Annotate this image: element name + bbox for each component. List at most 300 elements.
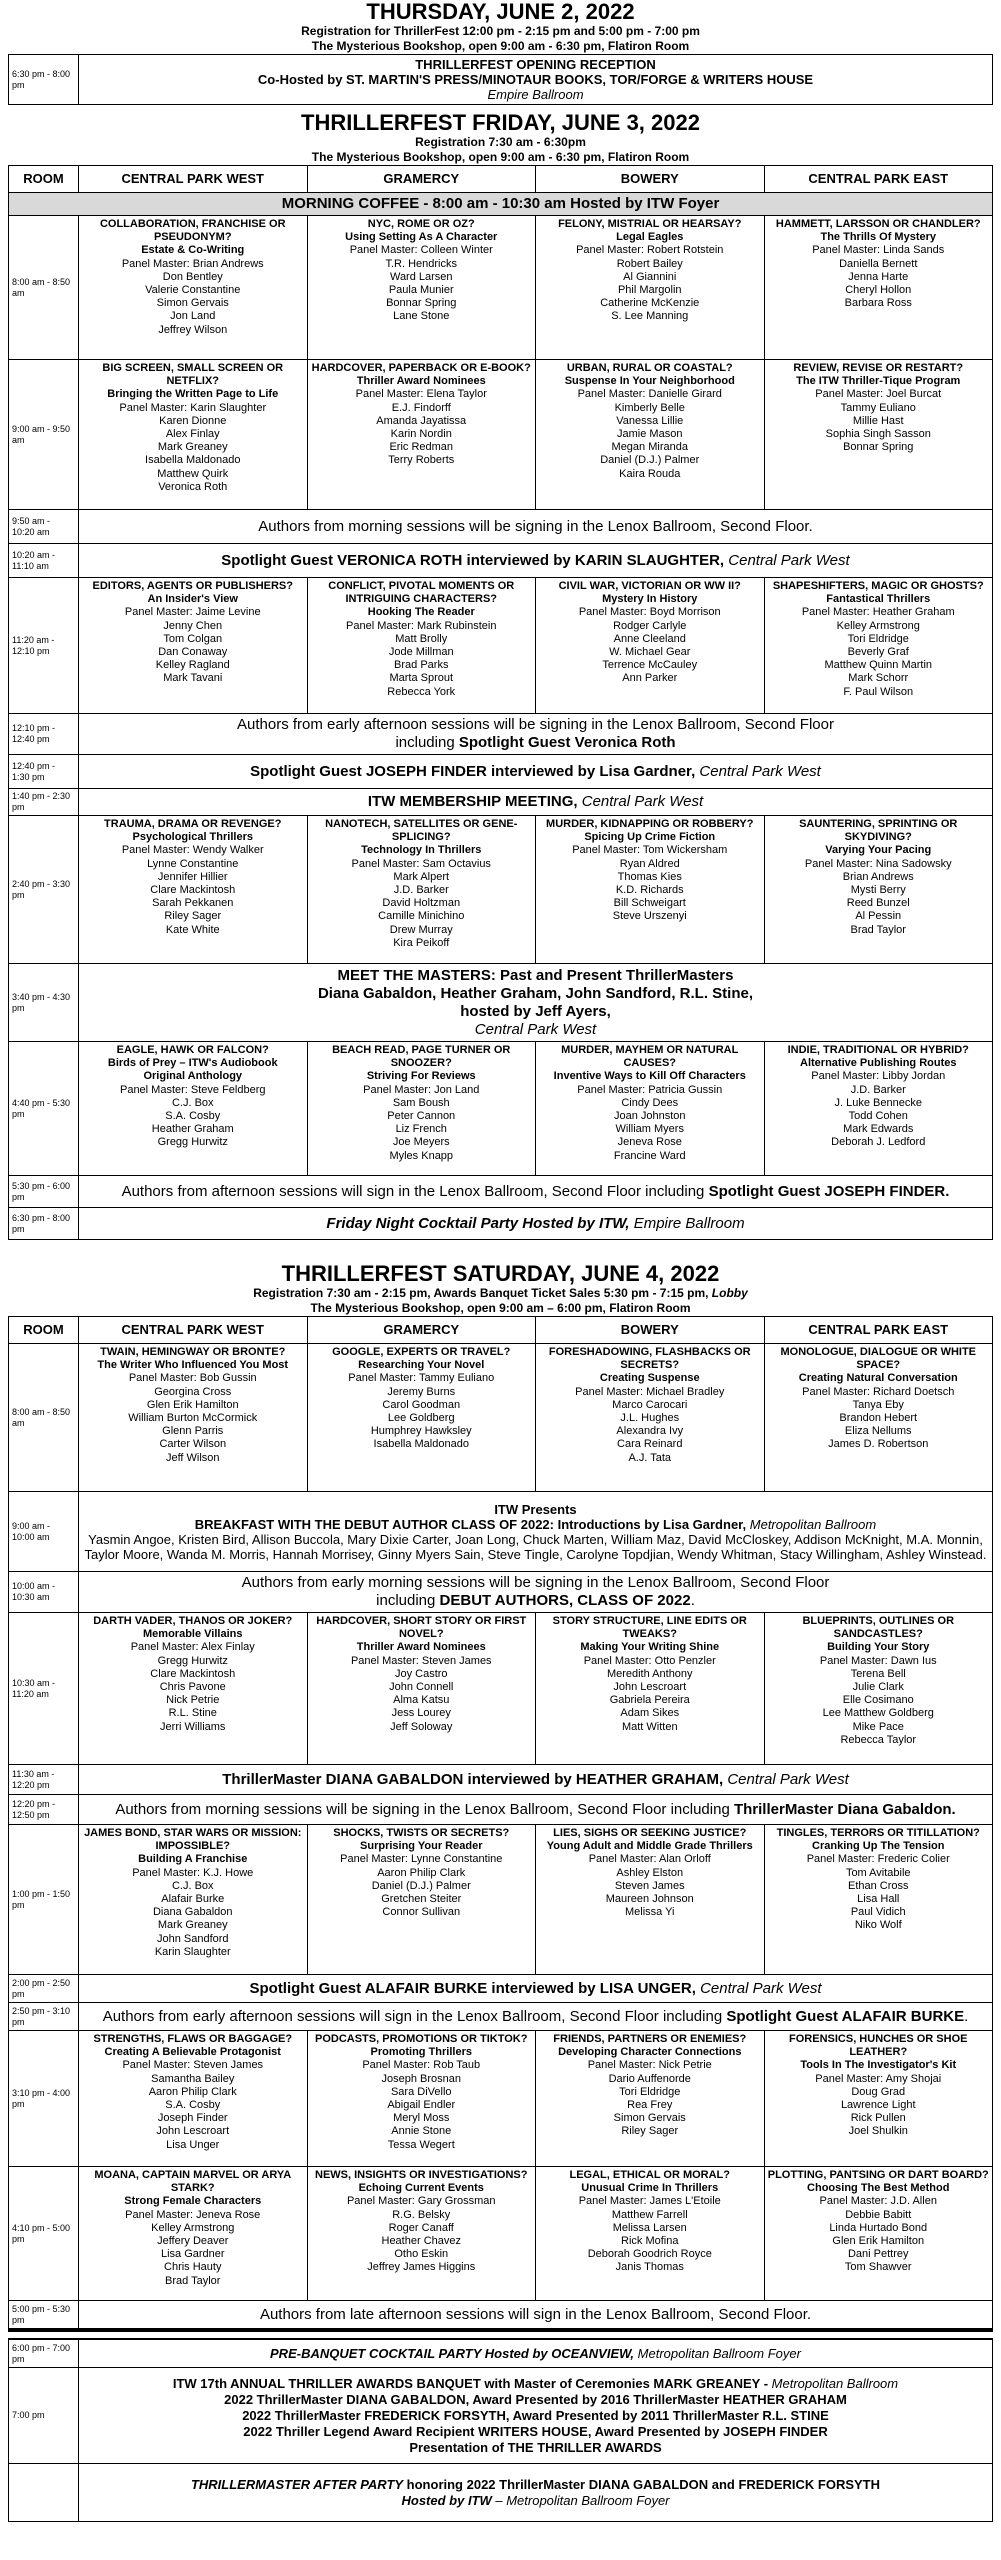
panelist: Peter Cannon	[387, 1110, 456, 1123]
panelist: Samantha Bailey	[151, 2072, 235, 2085]
friday-header	[0, 111, 1001, 165]
registration-room: Lobby	[711, 1286, 748, 1300]
table-row	[9, 1042, 993, 1176]
panelist: Sarah Pekkanen	[152, 897, 234, 910]
banquet-room: Metropolitan Ballroom	[771, 2375, 899, 2391]
panel-subtitle: Original Anthology	[143, 1070, 243, 1083]
panel-subtitle: Echoing Current Events	[358, 2182, 484, 2195]
panelist: Alafair Burke	[161, 1893, 225, 1906]
table-row	[9, 1492, 993, 1572]
panelist: Glen Erik Hamilton	[146, 1398, 239, 1411]
panelist: Matthew Quinn Martin	[824, 659, 933, 672]
panelist: Lane Stone	[393, 310, 450, 323]
masters-line: MEET THE MASTERS: Past and Present ThrillerMasters	[337, 966, 734, 984]
signing-text: Authors from morning sessions will be signing in the Lenox Ballroom, Second Floor including	[115, 1800, 734, 1818]
panelist: Jamie Mason	[617, 428, 683, 441]
panel-master: Panel Master: Tom Wickersham	[572, 844, 728, 857]
signing-cell	[79, 1176, 993, 1208]
panel-cell	[764, 360, 993, 510]
panelist: Beverly Graf	[847, 646, 909, 659]
panel-master: Panel Master: Alex Finlay	[130, 1641, 255, 1654]
panelist: Ryan Aldred	[619, 857, 680, 870]
panel-title: PLOTTING, PANTSING OR DART BOARD?	[767, 2169, 989, 2181]
panelist: Gregg Hurwitz	[157, 1654, 228, 1667]
panel-cell	[79, 1825, 308, 1975]
panel-subtitle: Suspense In Your Neighborhood	[564, 375, 735, 388]
awards-banquet-cell	[79, 2368, 993, 2464]
panel-cell	[307, 816, 536, 964]
panel-master: Panel Master: James L'Etoile	[578, 2195, 721, 2208]
panelist: Sophia Singh Sasson	[825, 428, 931, 441]
panel-title: SHAPESHIFTERS, MAGIC OR GHOSTS?	[772, 580, 984, 592]
panel-cell	[307, 360, 536, 510]
panel-title: FELONY, MISTRIAL OR HEARSAY?	[558, 218, 742, 230]
panelist: Kelley Armstrong	[836, 619, 920, 632]
panelist: Catherine McKenzie	[600, 297, 700, 310]
panelist: Glen Erik Hamilton	[832, 2235, 925, 2248]
panelist: Cindy Dees	[621, 1096, 679, 1109]
panelist: Mark Greaney	[157, 441, 228, 454]
table-row	[9, 2301, 993, 2329]
time-cell: 11:30 am - 12:20 pm	[9, 1765, 79, 1795]
panelist: Steven James	[614, 1879, 685, 1892]
panelist: Daniel (D.J.) Palmer	[600, 454, 700, 467]
panelist: Aaron Philip Clark	[148, 2085, 237, 2098]
panelist: Megan Miranda	[611, 441, 688, 454]
panel-subtitle: Varying Your Pacing	[825, 844, 932, 857]
panel-cell	[536, 1613, 765, 1765]
panelist: Melissa Yi	[624, 1906, 675, 1919]
signing-line	[82, 1592, 989, 1610]
pre-banquet-cell	[79, 2340, 993, 2368]
panelist: David Holtzman	[382, 897, 461, 910]
panelist: Joseph Brosnan	[381, 2072, 461, 2085]
panelist: John Lescroart	[613, 1681, 687, 1694]
panelist: Ethan Cross	[847, 1879, 909, 1892]
panelist: Kaira Rouda	[619, 467, 681, 480]
panel-title: REVIEW, REVISE OR RESTART?	[793, 362, 964, 374]
panelist: Sam Boush	[392, 1096, 450, 1109]
panel-cell	[764, 216, 993, 360]
panelist: Gretchen Steiter	[381, 1893, 462, 1906]
panelist: Karin Slaughter	[154, 1945, 231, 1958]
panelist: Liz French	[395, 1123, 447, 1136]
panelist: Alma Katsu	[393, 1694, 450, 1707]
panel-title: SHOCKS, TWISTS OR SECRETS?	[333, 1827, 510, 1839]
panelist: J.L. Hughes	[620, 1412, 680, 1425]
time-cell: 5:30 pm - 6:00 pm	[9, 1176, 79, 1208]
panelist: Doug Grad	[851, 2085, 906, 2098]
panelist: Cheryl Hollon	[845, 284, 912, 297]
panelist: W. Michael Gear	[609, 646, 691, 659]
panel-subtitle: Strong Female Characters	[124, 2195, 262, 2208]
panelist: Gregg Hurwitz	[157, 1136, 228, 1149]
time-cell: 3:10 pm - 4:00 pm	[9, 2031, 79, 2167]
panel-title: DARTH VADER, THANOS OR JOKER?	[93, 1615, 293, 1627]
panel-master: Panel Master: Richard Doetsch	[802, 1385, 955, 1398]
panelist: Otho Eskin	[394, 2248, 449, 2261]
spotlight-text: Spotlight Guest ALAFAIR BURKE interviewed by LISA UNGER,	[249, 1979, 696, 1997]
panel-cell	[536, 2031, 765, 2167]
time-cell: 9:00 am - 9:50 am	[9, 360, 79, 510]
panelist: Georgina Cross	[154, 1385, 232, 1398]
breakfast-presenter: ITW Presents	[494, 1501, 577, 1517]
panelist: Mysti Berry	[850, 884, 906, 897]
panelist: Al Pessin	[855, 910, 902, 923]
panelist: Meredith Anthony	[606, 1667, 693, 1680]
panel-subtitle: Young Adult and Middle Grade Thrillers	[546, 1840, 753, 1853]
after-party-host: Hosted by ITW	[401, 2492, 492, 2508]
panel-master: Panel Master: Tammy Euliano	[348, 1372, 495, 1385]
panel-title: MURDER, KIDNAPPING OR ROBBERY?	[546, 818, 754, 830]
panelist: Robert Bailey	[616, 257, 683, 270]
panelist: J. Luke Bennecke	[834, 1096, 922, 1109]
panel-title: MONOLOGUE, DIALOGUE OR WHITE SPACE?	[780, 1346, 977, 1372]
panelist: Rebecca Taylor	[840, 1733, 917, 1746]
banquet-line: 2022 ThrillerMaster FREDERICK FORSYTH, Award Presented by 2011 ThrillerMaster R.L. STINE	[242, 2407, 829, 2423]
saturday-header	[0, 1262, 1001, 1316]
table-row	[9, 714, 993, 755]
signing-guest: Spotlight Guest ALAFAIR BURKE	[726, 2007, 965, 2025]
panelist: Reed Bunzel	[846, 897, 910, 910]
panelist: Rick Pullen	[850, 2112, 906, 2125]
panelist: Mark Edwards	[843, 1123, 914, 1136]
signing-suffix: .	[964, 2007, 969, 2025]
panelist: Kelley Ragland	[155, 659, 230, 672]
panel-master: Panel Master: Nina Sadowsky	[804, 857, 952, 870]
panel-subtitle: Making Your Writing Shine	[580, 1641, 720, 1654]
panel-title: COLLABORATION, FRANCHISE OR PSEUDONYM?	[99, 218, 286, 244]
panel-master: Panel Master: Joel Burcat	[815, 388, 942, 401]
panelist: Francine Ward	[613, 1149, 686, 1162]
panelist: J.D. Barker	[850, 1083, 906, 1096]
panelist: Joseph Finder	[157, 2112, 228, 2125]
panelist: Valerie Constantine	[145, 284, 241, 297]
panel-cell	[307, 578, 536, 714]
panelist: Jerri Williams	[160, 1720, 226, 1733]
panelist: Jess Lourey	[391, 1707, 451, 1720]
panelist: Marco Carocari	[612, 1398, 688, 1411]
panel-master: Panel Master: Brian Andrews	[121, 257, 264, 270]
panelist: Todd Cohen	[848, 1110, 908, 1123]
panelist: Lee Goldberg	[387, 1412, 455, 1425]
panel-master: Panel Master: Linda Sands	[812, 244, 945, 257]
panelist: Clare Mackintosh	[150, 884, 236, 897]
panelist: Riley Sager	[164, 910, 222, 923]
panelist: Rebecca York	[387, 685, 456, 698]
table-row	[9, 1208, 993, 1240]
panel-title: INDIE, TRADITIONAL OR HYBRID?	[787, 1044, 969, 1056]
panel-cell	[307, 1825, 536, 1975]
panelist: Tom Avitabile	[845, 1866, 911, 1879]
panel-master: Panel Master: Mark Rubinstein	[346, 619, 497, 632]
panelist: J.D. Barker	[393, 884, 449, 897]
panelist: Humphrey Hawksley	[370, 1425, 472, 1438]
panel-title: JAMES BOND, STAR WARS OR MISSION: IMPOSSIBLE?	[84, 1827, 302, 1853]
panel-subtitle: Surprising Your Reader	[360, 1840, 483, 1853]
panel-master: Panel Master: Sam Octavius	[351, 857, 491, 870]
time-cell: 8:00 am - 8:50 am	[9, 1344, 79, 1492]
panel-cell	[79, 2031, 308, 2167]
panel-title: LEGAL, ETHICAL OR MORAL?	[569, 2169, 730, 2181]
panel-cell	[536, 216, 765, 360]
panelist: Karen Dionne	[159, 414, 227, 427]
friday-title: THRILLERFEST FRIDAY, JUNE 3, 2022	[301, 110, 700, 135]
panelist: Kelley Armstrong	[151, 2221, 235, 2234]
panel-subtitle: Fantastical Thrillers	[826, 593, 931, 606]
opening-reception-cell	[79, 55, 993, 105]
panel-title: FRIENDS, PARTNERS OR ENEMIES?	[553, 2033, 747, 2045]
panelist: Mark Alpert	[393, 870, 450, 883]
table-row	[9, 216, 993, 360]
panel-master: Panel Master: Lynne Constantine	[340, 1853, 503, 1866]
breakfast-title: BREAKFAST WITH THE DEBUT AUTHOR CLASS OF 2022: Introductions by Lisa Gardner,	[194, 1516, 747, 1532]
panel-cell	[307, 1613, 536, 1765]
debut-authors-list: Yasmin Angoe, Kristen Bird, Allison Buccola, Mary Dixie Carter, Joan Long, Chuck Marten, William Maz, David McCloskey, Addison McKnight, M.A. Monnin, Taylor Moore, Wanda M. Morris, Hannah Morrisey, Ginny Myers Sain, Steve Tingle, Carolyne Topdjian, Wendy Whitman, Stacy Willingham, Ashley Winstead.	[84, 1531, 987, 1562]
panel-master: Panel Master: Wendy Walker	[121, 844, 264, 857]
panelist: Eliza Nellums	[844, 1425, 912, 1438]
panel-cell	[536, 360, 765, 510]
panel-subtitle: Hooking The Reader	[367, 606, 475, 619]
panelist: Simon Gervais	[156, 297, 229, 310]
table-row	[9, 2003, 993, 2031]
membership-cell	[79, 789, 993, 816]
panelist: Daniella Bernett	[839, 257, 918, 270]
interview-text: ThrillerMaster DIANA GABALDON interviewed by HEATHER GRAHAM,	[222, 1770, 724, 1788]
panelist: Jeff Wilson	[165, 1451, 220, 1464]
after-party-title: THRILLERMASTER AFTER PARTY	[190, 2476, 404, 2492]
thursday-table	[8, 54, 993, 105]
after-party-room: – Metropolitan Ballroom Foyer	[491, 2492, 670, 2508]
panel-master: Panel Master: Frederic Colier	[806, 1853, 950, 1866]
time-cell: 6:30 pm - 8:00 pm	[9, 1208, 79, 1240]
panelist: F. Paul Wilson	[843, 685, 914, 698]
panel-cell	[764, 1613, 993, 1765]
panelist: John Lescroart	[156, 2125, 230, 2138]
panel-title: CONFLICT, PIVOTAL MOMENTS OR INTRIGUING CHARACTERS?	[328, 580, 515, 606]
panel-title: MURDER, MAYHEM OR NATURAL CAUSES?	[561, 1044, 739, 1070]
panel-subtitle: Spicing Up Crime Fiction	[584, 831, 716, 844]
time-cell: 2:00 pm - 2:50 pm	[9, 1975, 79, 2003]
time-cell: 1:00 pm - 1:50 pm	[9, 1825, 79, 1975]
panelist: Camille Minichino	[378, 910, 465, 923]
panel-subtitle: Thriller Award Nominees	[356, 1641, 486, 1654]
panel-title: EDITORS, AGENTS OR PUBLISHERS?	[92, 580, 293, 592]
table-row	[9, 2368, 993, 2464]
panelist: Jennifer Hillier	[157, 870, 228, 883]
thursday-title: THURSDAY, JUNE 2, 2022	[366, 0, 635, 24]
pre-banquet-room: Metropolitan Ballroom Foyer	[637, 2345, 801, 2361]
table-row	[9, 755, 993, 789]
banquet-line: 2022 ThrillerMaster DIANA GABALDON, Award Presented by 2016 ThrillerMaster HEATHER GRAHAM	[224, 2391, 847, 2407]
signing-guest: ThrillerMaster Diana Gabaldon.	[733, 1800, 956, 1818]
panelist: Tori Eldridge	[619, 2085, 681, 2098]
panelist: Tom Colgan	[163, 632, 223, 645]
panelist: Brian Andrews	[842, 870, 914, 883]
panelist: Daniel (D.J.) Palmer	[371, 1879, 471, 1892]
panelist: Roger Canaff	[388, 2221, 454, 2234]
panelist: Linda Hurtado Bond	[829, 2221, 928, 2234]
signing-line	[82, 734, 989, 752]
panel-title: EAGLE, HAWK OR FALCON?	[116, 1044, 269, 1056]
table-row	[9, 2340, 993, 2368]
panelist: Debbie Babitt	[845, 2208, 912, 2221]
banquet-title: ITW 17th ANNUAL THRILLER AWARDS BANQUET with Master of Ceremonies MARK GREANEY -	[172, 2375, 769, 2391]
panelist: Paul Vidich	[850, 1906, 906, 1919]
panel-title: TINGLES, TERRORS OR TITILLATION?	[776, 1827, 980, 1839]
time-cell	[9, 2464, 79, 2522]
panel-master: Panel Master: Gary Grossman	[346, 2195, 496, 2208]
table-row	[9, 1572, 993, 1613]
signing-suffix: .	[690, 1592, 695, 1609]
panelist: Niko Wolf	[854, 1919, 902, 1932]
panelist: Mark Schorr	[848, 672, 909, 685]
panelist: Chris Hauty	[164, 2261, 222, 2274]
panelist: S. Lee Manning	[611, 310, 689, 323]
panel-cell	[307, 2167, 536, 2301]
panel-title: NEWS, INSIGHTS OR INVESTIGATIONS?	[315, 2169, 528, 2181]
time-cell: 5:00 pm - 5:30 pm	[9, 2301, 79, 2329]
time-cell: 9:00 am - 10:00 am	[9, 1492, 79, 1572]
breakfast-title-line	[82, 1517, 989, 1532]
panel-subtitle: Choosing The Best Method	[807, 2182, 950, 2195]
panel-subtitle: Creating Suspense	[599, 1372, 700, 1385]
table-row	[9, 578, 993, 714]
time-cell: 10:20 am - 11:10 am	[9, 544, 79, 578]
panelist: Aaron Philip Clark	[377, 1866, 466, 1879]
header-row	[9, 1317, 993, 1344]
panel-subtitle: Cranking Up The Tension	[812, 1840, 945, 1853]
panel-title: BLUEPRINTS, OUTLINES OR SANDCASTLES?	[802, 1615, 955, 1641]
debut-breakfast-cell	[79, 1492, 993, 1572]
panel-title: HAMMETT, LARSSON OR CHANDLER?	[775, 218, 981, 230]
friday-table	[8, 165, 993, 1240]
masters-line: hosted by Jeff Ayers,	[460, 1002, 611, 1020]
panel-cell	[79, 216, 308, 360]
panelist: Al Giannini	[623, 270, 677, 283]
panelist: Bonnar Spring	[843, 441, 914, 454]
panel-subtitle: Researching Your Novel	[358, 1359, 485, 1372]
panelist: John Sandford	[156, 1932, 229, 1945]
panel-cell	[79, 578, 308, 714]
panelist: Tessa Wegert	[387, 2138, 455, 2151]
panelist: Terena Bell	[850, 1667, 906, 1680]
time-cell: 1:40 pm - 2:30 pm	[9, 789, 79, 816]
header-row	[9, 166, 993, 193]
panelist: C.J. Box	[171, 1879, 214, 1892]
friday-bookshop: The Mysterious Bookshop, open 9:00 am - 6:30 pm, Flatiron Room	[311, 150, 690, 164]
panelist: Phil Margolin	[617, 284, 682, 297]
table-row	[9, 789, 993, 816]
panel-title: MOANA, CAPTAIN MARVEL OR ARYA STARK?	[94, 2169, 292, 2195]
table-row	[9, 1975, 993, 2003]
panel-master: Panel Master: Amy Shojai	[815, 2072, 942, 2085]
panel-master: Panel Master: Rob Taub	[362, 2059, 481, 2072]
gramercy-header: GRAMERCY	[307, 1317, 536, 1344]
spotlight-room: Central Park West	[700, 1979, 822, 1997]
spotlight-room: Central Park West	[728, 551, 850, 569]
panelist: Millie Hast	[852, 414, 904, 427]
meet-the-masters-cell	[79, 964, 993, 1042]
panelist: Rick Mofina	[621, 2235, 679, 2248]
panelist: Barbara Ross	[844, 297, 912, 310]
panelist: Drew Murray	[389, 923, 453, 936]
panelist: Tammy Euliano	[840, 401, 916, 414]
friday-registration: Registration 7:30 am - 6:30pm	[415, 135, 586, 149]
table-row	[9, 360, 993, 510]
panelist: Clare Mackintosh	[150, 1667, 236, 1680]
bowery-header: BOWERY	[536, 166, 765, 193]
thrillermaster-interview-cell	[79, 1765, 993, 1795]
panel-subtitle: Promoting Thrillers	[370, 2046, 472, 2059]
signing-guest: DEBUT AUTHORS, CLASS OF 2022	[439, 1592, 691, 1609]
panel-title: PODCASTS, PROMOTIONS OR TIKTOK?	[315, 2033, 528, 2045]
signing-line: Authors from early morning sessions will be signing in the Lenox Ballroom, Second Floor	[241, 1574, 830, 1591]
table-row	[9, 2031, 993, 2167]
panel-master: Panel Master: Colleen Winter	[349, 244, 493, 257]
panel-cell	[79, 360, 308, 510]
time-cell: 9:50 am - 10:20 am	[9, 510, 79, 544]
panelist: Diana Gabaldon	[152, 1906, 233, 1919]
panelist: Mike Pace	[852, 1720, 904, 1733]
panelist: Anne Cleeland	[613, 632, 686, 645]
panel-title: CIVIL WAR, VICTORIAN OR WW II?	[558, 580, 741, 592]
panel-cell	[79, 1344, 308, 1492]
panelist: Joel Shulkin	[848, 2125, 908, 2138]
signing-line: Authors from early afternoon sessions will be signing in the Lenox Ballroom, Second Floor	[237, 716, 834, 733]
panelist: Annie Stone	[391, 2125, 452, 2138]
panel-title: NANOTECH, SATELLITES OR GENE- SPLICING?	[325, 818, 518, 844]
panel-master: Panel Master: Libby Jordan	[811, 1070, 946, 1083]
signing-text: Authors from afternoon sessions will sign in the Lenox Ballroom, Second Floor including	[121, 1182, 709, 1200]
panelist: Isabella Maldonado	[373, 1438, 469, 1451]
panel-subtitle: Technology In Thrillers	[361, 844, 482, 857]
panelist: Dario Auffenorde	[608, 2072, 691, 2085]
panelist: Elle Cosimano	[842, 1694, 914, 1707]
signing-cell	[79, 1795, 993, 1825]
panelist: Meryl Moss	[393, 2112, 450, 2125]
panel-cell	[764, 816, 993, 964]
panelist: James D. Robertson	[828, 1438, 929, 1451]
panelist: Brad Taylor	[850, 923, 906, 936]
panelist: William Myers	[615, 1123, 684, 1136]
panelist: Lee Matthew Goldberg	[822, 1707, 934, 1720]
bowery-header: BOWERY	[536, 1317, 765, 1344]
panel-master: Panel Master: Danielle Girard	[577, 388, 722, 401]
panel-master: Panel Master: Steven James	[350, 1654, 492, 1667]
panel-subtitle: Building A Franchise	[138, 1853, 248, 1866]
panel-master: Panel Master: Heather Graham	[801, 606, 955, 619]
double-divider	[8, 2329, 993, 2339]
panelist: Carter Wilson	[159, 1438, 227, 1451]
panel-subtitle: Birds of Prey – ITW's Audiobook	[107, 1057, 278, 1070]
panel-master: Panel Master: Michael Bradley	[575, 1385, 725, 1398]
panelist: Joan Johnston	[613, 1110, 686, 1123]
membership-text: ITW MEMBERSHIP MEETING,	[367, 793, 578, 810]
panelist: William Burton McCormick	[128, 1412, 258, 1425]
panelist: Jeff Soloway	[390, 1720, 453, 1733]
panelist: Deborah J. Ledford	[831, 1136, 926, 1149]
panel-cell	[764, 1344, 993, 1492]
panel-subtitle: Bringing the Written Page to Life	[107, 388, 279, 401]
panelist: Joy Castro	[394, 1667, 448, 1680]
after-party-line	[82, 2477, 989, 2493]
time-cell: 3:40 pm - 4:30 pm	[9, 964, 79, 1042]
time-cell: 7:00 pm	[9, 2368, 79, 2464]
panel-title: GOOGLE, EXPERTS OR TRAVEL?	[332, 1346, 511, 1358]
panel-master: Panel Master: Boyd Morrison	[578, 606, 721, 619]
panelist: Thomas Kies	[617, 870, 682, 883]
